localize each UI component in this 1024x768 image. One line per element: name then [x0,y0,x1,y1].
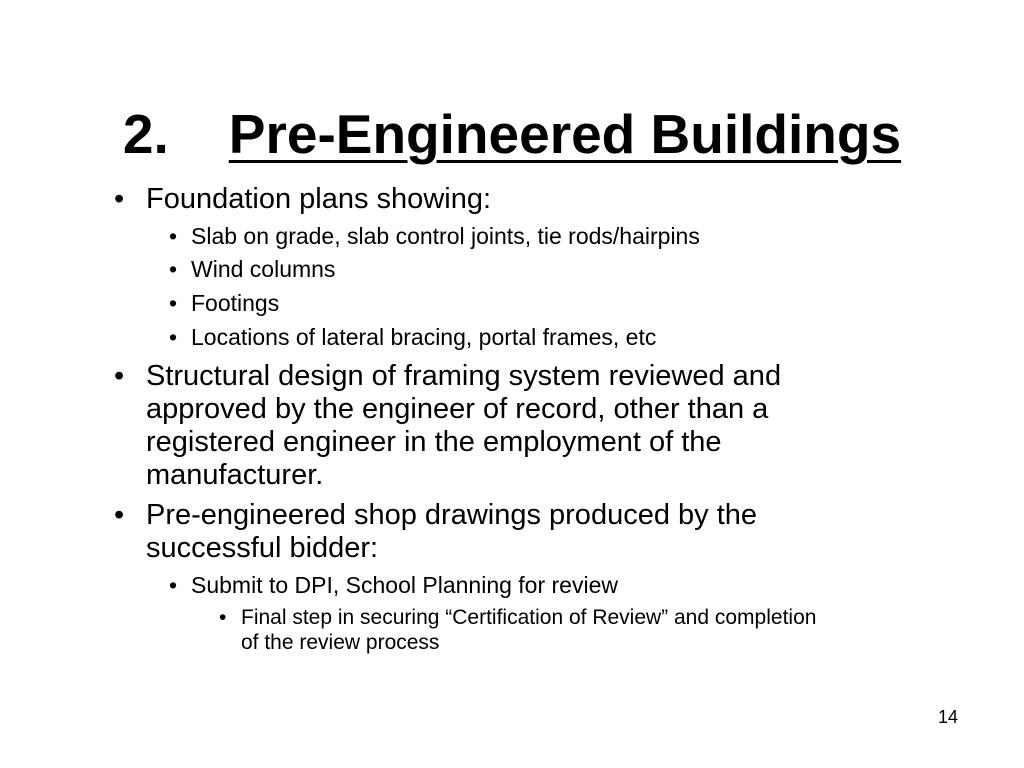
bullet-text-line: registered engineer in the employment of the [146,426,722,458]
bullet-structural-design [114,360,782,492]
bullet-text-line: approved by the engineer of record, other than a [146,393,769,425]
bullet-marker: • [114,499,125,531]
bullet-text: Locations of lateral bracing, portal frames, etc [191,324,657,350]
bullet-marker: • [169,290,178,316]
bullet-text: Wind columns [191,256,336,282]
bullet-marker: • [169,324,178,350]
bullet-text: Slab on grade, slab control joints, tie rods/hairpins [191,223,700,249]
sub-bullet-wind-columns [169,256,336,283]
bullet-shop-drawings [114,499,758,565]
bullet-marker: • [114,360,125,392]
bullet-marker: • [169,572,178,598]
sub-bullet-slab-on-grade [169,223,700,250]
bullet-text: Foundation plans showing: [146,183,492,215]
bullet-marker: • [169,256,178,282]
bullet-text-line: Pre-engineered shop drawings produced by the [146,499,758,531]
page-number: 14 [938,707,959,727]
title-text: Pre-Engineered Buildings [228,102,902,165]
sub-bullet-submit-to-dpi [169,572,618,599]
bullet-text: Submit to DPI, School Planning for review [191,572,618,598]
sub-bullet-lateral-bracing [169,324,657,351]
title-number: 2. [122,102,169,165]
bullet-text-line: of the review process [241,631,440,654]
bullet-text-line: Final step in securing “Certification of Review” and completion [241,606,817,629]
bullet-marker: • [169,223,178,249]
bullet-marker: • [114,183,125,215]
bullet-marker: • [219,606,227,629]
sub-sub-bullet-final-step [219,605,817,655]
bullet-text: Footings [191,290,280,316]
sub-bullet-footings [169,290,280,317]
bullet-text-line: successful bidder: [146,532,379,564]
bullet-text-line: Structural design of framing system reviewed and [146,360,782,392]
bullet-text-line: manufacturer. [146,459,324,491]
bullet-foundation-plans [114,183,492,216]
